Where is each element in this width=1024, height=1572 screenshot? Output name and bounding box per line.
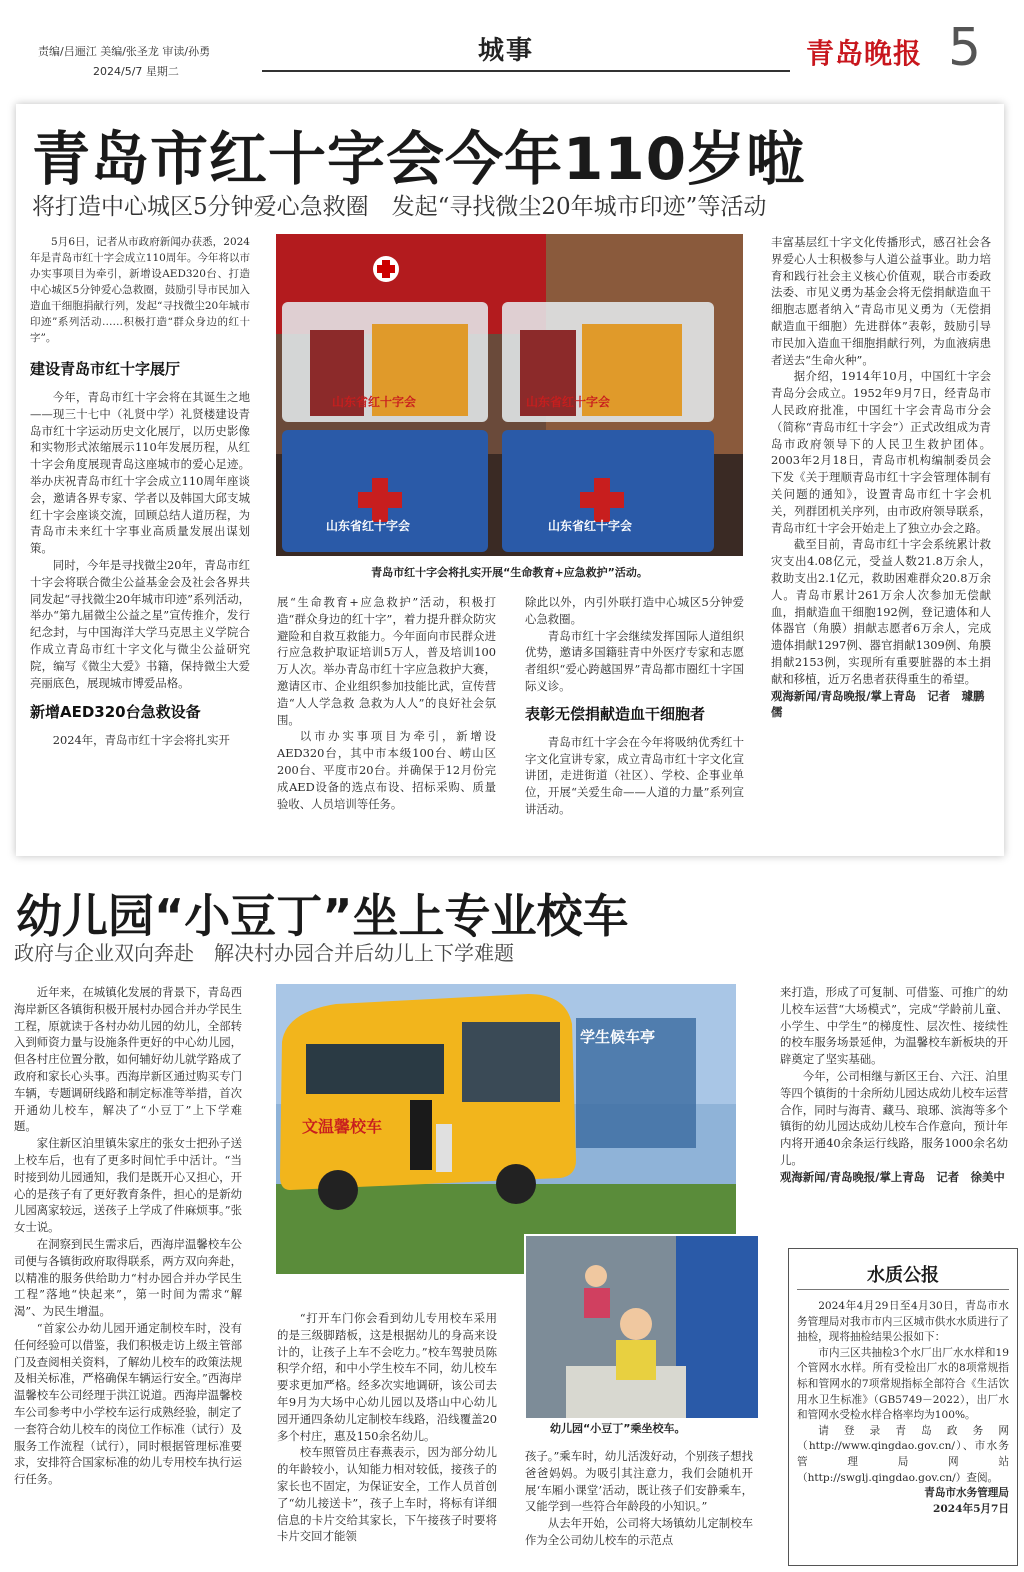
masthead-logo: 青岛晚报 bbox=[806, 37, 923, 70]
notice-body bbox=[797, 1299, 1009, 1517]
bus-windows bbox=[306, 1044, 444, 1094]
article-2-paragraph: 近年来，在城镇化发展的背景下，青岛西海岸新区各镇街积极开展村办园合并办学民生工程，原就读于各村办幼儿园的幼儿，全部转入到师资力量与设施条件更好的中心幼儿园，但各村庄位置分散，如何辅好幼儿就学路成了政府和家长心头事。西海岸新区通过购买专门车辆，专题调研线路和制定标准等举措，首次开通幼儿校车，解决了“小豆丁”上下学难题。 bbox=[14, 985, 242, 1134]
article-2-paragraph: 家住新区泊里镇朱家庄的张女士把孙子送上校车后，也有了更多时间忙手中活计。“当时接到幼儿园通知，我们是既开心又担心，开心的是孩子有了更好教育条件，担心的是新幼儿园离家较远，送孩子上学成了件麻烦事。”张女士说。 bbox=[14, 1136, 242, 1235]
article-2-paragraph: 来打造，形成了可复制、可借鉴、可推广的幼儿校车运营“大场模式”，完成“学龄前儿童、小学生、中学生”的梯度性、层次性、接续性的校车服务场景延伸，为温馨校车新板块的开辟奠定了坚实基础。 bbox=[780, 985, 1008, 1067]
child-figure bbox=[616, 1340, 656, 1380]
article-1-paragraph: 展“生命教育+应急救护”活动，积极打造“群众身边的红十字”，着力提升群众防灾避险和自救互救能力。今年面向市民群众进行应急救护取证培训5万人，普及培训100万人次。举办青岛市红十字应急救护大赛，邀请区市、企业组织参加技能比武，宣传营造“人人学急救 急救为人人”的良好社会氛围。 bbox=[277, 595, 496, 727]
article-1-section-3-title: 表彰无偿捐献造血干细胞者 bbox=[525, 704, 706, 723]
school-bus-photo bbox=[276, 984, 736, 1274]
child-figure bbox=[584, 1288, 610, 1318]
article-2-headline: 幼儿园“小豆丁”坐上专业校车 bbox=[16, 889, 629, 943]
bus-windshield bbox=[462, 1022, 560, 1102]
issue-date: 2024/5/7 星期二 bbox=[93, 65, 179, 78]
kit-box-bottom-right bbox=[502, 430, 714, 552]
credits-editors: 责编/吕逦江 美编/张圣龙 审读/孙勇 bbox=[38, 45, 211, 58]
article-2-column-2 bbox=[277, 1310, 497, 1545]
page-number: 5 bbox=[948, 18, 982, 78]
notice-rule bbox=[797, 1289, 1009, 1290]
adult-figure bbox=[410, 1100, 432, 1170]
article-1-subheadline: 将打造中心城区5分钟爱心急救圈 发起“寻找微尘20年城市印迹”等活动 bbox=[32, 194, 767, 220]
bus-wheel bbox=[496, 1164, 536, 1204]
article-2-byline: 观海新闻/青岛晚报/掌上青岛 记者 徐美中 bbox=[780, 1169, 1005, 1184]
child-face bbox=[620, 1308, 652, 1340]
header-rule bbox=[262, 70, 790, 72]
article-2-paragraph: 在洞察到民生需求后，西海岸温馨校车公司便与各镇街政府取得联系，两方双向奔赴，以精准的服务供给助力“村办园合并办学民生工程”落地“快起来”，第一时间为需求“解渴”、为民生增温。 bbox=[14, 1236, 242, 1319]
article-1-paragraph: 今年，青岛市红十字会将在其诞生之地——现三十七中（礼贤中学）礼贤楼建设青岛市红十字运动历史文化展厅，以历史影像和实物形式浓缩展示110年发展历程，从红十字会角度展现青岛这座城市的爱心足迹。举办庆祝青岛市红十字会成立110周年座谈会，邀请各界专家、学者以及韩国大邱支城红十字会座谈交流，回顾总结人道历程，为青岛市未来红十字事业高质量发展出谋划策。 bbox=[30, 390, 250, 556]
article-1-paragraph: 以市办实事项目为牵引，新增设AED320台，其中市本级100台、崂山区200台、平度市20台。并确保于12月份完成AED设备的选点布设、招标采购、质量验收、人员培训等任务。 bbox=[277, 729, 496, 811]
article-2-paragraph: 校车照管员庄春燕表示，因为部分幼儿的年龄较小，认知能力相对较低，接孩子的家长也不固定，为保证安全，工作人员首创了“幼儿接送卡”，孩子上车时，将标有详细信息的卡片交给其家长，下午接孩子时要将卡片交回才能领 bbox=[277, 1445, 497, 1544]
article-1-column-2 bbox=[277, 594, 496, 812]
article-1-paragraph: 青岛市红十字会继续发挥国际人道组织优势，邀请多国籍驻青中外医疗专家和志愿者组织“爱心跨越国界”青岛都市圈红十字国际义诊。 bbox=[525, 628, 744, 693]
article-2-column-1 bbox=[14, 984, 242, 1488]
article-1-column-1 bbox=[30, 234, 250, 749]
article-1-section-2-title: 新增AED320台急救设备 bbox=[30, 703, 201, 722]
photo-illustration bbox=[526, 1236, 758, 1418]
article-1-column-3 bbox=[525, 594, 744, 818]
notice-paragraph: 市内三区共抽检3个水厂出厂水水样和19个管网水水样。所有受检出厂水的8项常规指标和管网水的7项常规指标全部符合《生活饮用水卫生标准》（GB5749－2022），出厂水和管网水受检水样合格率均为100%。 bbox=[797, 1346, 1009, 1422]
article-1-paragraph: 截至目前，青岛市红十字会系统累计救灾支出4.08亿元，受益人数21.8万余人，救助支出2.1亿元，救助困难群众20.8万余人。青岛市累计261万余人次参加无偿献血，捐献造血干细胞192例，登记遗体和人体器官（角膜）捐献志愿者6万余人，完成遗体捐献1297例、器官捐献1309例、角膜捐献2153例，实现所有重要脏器的本土捐献和移植，近万名患者获得重生的希望。 bbox=[771, 537, 991, 686]
kit-label: 山东省红十字会 bbox=[548, 519, 633, 533]
photo-1-caption: 青岛市红十字会将扎实开展“生命教育+应急救护”活动。 bbox=[371, 566, 648, 579]
water-quality-notice bbox=[788, 1248, 1018, 1566]
photo-illustration bbox=[276, 234, 743, 556]
article-2-subheadline: 政府与企业双向奔赴 解决村办园合并后幼儿上下学难题 bbox=[14, 941, 514, 965]
shelter-sign: 学生候车亭 bbox=[580, 1028, 656, 1046]
child-figure bbox=[436, 1124, 452, 1172]
bus-door-panel bbox=[676, 1236, 758, 1418]
page-credits bbox=[38, 42, 210, 82]
article-1-paragraph: 据介绍，1914年10月，中国红十字会青岛分会成立。1952年9月7日，经青岛市人民政府批准，中国红十字会青岛市分会（简称“青岛市红十字会”）正式改组成为青岛市政府领导下的人民卫生救护团体。2003年2月18日，青岛市机构编制委员会下发《关于理顺青岛市红十字会管理体制有关问题的通知》，设置青岛市红十字会机关，列群团机关序列，由市政府领导联系，青岛市红十字会开始走上了独立办会之路。 bbox=[771, 369, 991, 535]
kit-label: 山东省红十字会 bbox=[326, 519, 411, 533]
notice-date: 2024年5月7日 bbox=[932, 1502, 1009, 1515]
red-cross-kit-photo bbox=[276, 234, 743, 556]
bus-label: 文温馨校车 bbox=[302, 1117, 383, 1136]
photo-illustration bbox=[276, 984, 736, 1274]
article-2-column-3 bbox=[525, 1448, 753, 1549]
kit-label: 山东省红十字会 bbox=[332, 395, 417, 409]
notice-signature: 青岛市水务管理局 bbox=[924, 1487, 1009, 1500]
article-1-column-4 bbox=[771, 234, 991, 721]
article-1-byline: 观海新闻/青岛晚报/掌上青岛 记者 璩鹏儒 bbox=[771, 688, 985, 720]
article-1-lead: 5月6日，记者从市政府新闻办获悉，2024年是青岛市红十字会成立110周年。今年将以市办实事项目为牵引，新增设AED320台、打造中心城区5分钟爱心急救圈，鼓励引导市民加入造血干细胞捐献行列，发起“寻找微尘20年城市印迹”系列活动……积极打造“群众身边的红十字”。 bbox=[30, 236, 250, 344]
article-2-paragraph: 从去年开始，公司将大场镇幼儿定制校车作为全公司幼儿校车的示范点 bbox=[525, 1516, 753, 1547]
article-1-paragraph: 同时，今年是寻找微尘20年，青岛市红十字会将联合微尘公益基金会及社会各界共同发起“寻找微尘20年城市印迹”系列活动，举办“第九届微尘公益之星”宣传推介，发行纪念封，与中国海洋大学马克思主义学院合作成立青岛市红十字文化与微尘公益研究院，编写《微尘大爱》书籍，保持微尘大爱亮丽底色，展现城市博爱品格。 bbox=[30, 557, 250, 690]
kit-box-bottom-left bbox=[282, 430, 488, 552]
article-1-headline: 青岛市红十字会今年110岁啦 bbox=[32, 125, 806, 193]
article-1-section-1-title: 建设青岛市红十字展厅 bbox=[30, 360, 181, 378]
notice-title: 水质公报 bbox=[867, 1265, 939, 1286]
article-2-paragraph: 今年，公司相继与新区王台、六汪、泊里等四个镇街的十余所幼儿园达成幼儿校车运营合作，同时与海青、藏马、琅琊、滨海等多个镇街的幼儿园达成幼儿校车合作意向，预计年内将开通40余条运行线路，服务1000余名幼儿。 bbox=[780, 1068, 1008, 1167]
article-1-paragraph: 除此以外，内引外联打造中心城区5分钟爱心急救圈。 bbox=[525, 595, 744, 626]
notice-paragraph: 请登录青岛政务网（http://www.qingdao.gov.cn/）、市水务管理局网站（http://swglj.qingdao.gov.cn/）查阅。 bbox=[797, 1424, 1009, 1484]
article-1-paragraph: 丰富基层红十字文化传播形式，感召社会各界爱心人士积极参与人道公益事业。助力培育和践行社会主义核心价值观，联合市委政法委、市见义勇为基金会将无偿捐献造血干细胞志愿者纳入“青岛市见义勇为（无偿捐献造血干细胞）先进群体”表彰，鼓励引导市民加入造血干细胞捐献行列，为血液病患者送去“生命火种”。 bbox=[771, 235, 991, 367]
article-2-column-4 bbox=[780, 984, 1008, 1186]
article-2-paragraph: “打开车门你会看到幼儿专用校车采用的是三级脚踏板，这是根据幼儿的身高来设计的，让孩子上车不会吃力。”校车驾驶员陈积学介绍，和中小学生校车不同，幼儿校车要求更加严格。经多次实地调研，该公司去年9月为大场中心幼儿园以及塔山中心幼儿园开通四条幼儿定制校车线路，沿线覆盖20多个村庄，惠及150余名幼儿。 bbox=[277, 1311, 497, 1443]
section-title: 城事 bbox=[478, 36, 535, 66]
article-1-paragraph: 青岛市红十字会在今年将吸纳优秀红十字文化宣讲专家，成立青岛市红十字文化宣讲团，走进街道（社区）、学校、企事业单位，开展“关爱生命——人道的力量”系列宣讲活动。 bbox=[525, 734, 744, 816]
notice-paragraph: 2024年4月29日至4月30日，青岛市水务管理局对我市市内三区城市供水水质进行了抽检，现将抽检结果公报如下： bbox=[797, 1300, 1009, 1344]
bus-wheel bbox=[318, 1170, 358, 1210]
photo-2-caption: 幼儿园“小豆丁”乘坐校车。 bbox=[550, 1422, 686, 1435]
article-1-paragraph: 2024年，青岛市红十字会将扎实开 bbox=[52, 733, 230, 748]
children-boarding-photo bbox=[524, 1234, 760, 1420]
article-2-paragraph: “首家公办幼儿园开通定制校车时，没有任何经验可以借鉴，我们积极走访上级主管部门及查阅相关资料，了解幼儿校车的政策法规及相关标准，严格确保车辆运行安全。”西海岸温馨校车公司经理于洪江说道。西海岸温馨校车公司参考中小学校车运行成熟经验，制定了一套符合幼儿校车的岗位工作标准（试行）及服务工作流程（试行），同时根据管理标准要求，安排符合国家标准的幼儿专用校车执行运行任务。 bbox=[14, 1320, 242, 1487]
article-2-paragraph: 孩子。”乘车时，幼儿活泼好动，个别孩子想找爸爸妈妈。为吸引其注意力，我们会随机开展‘车厢小课堂’活动，既让孩子们安静乘车，又能学到一些符合年龄段的小知识。” bbox=[525, 1449, 753, 1514]
kit-label: 山东省红十字会 bbox=[526, 395, 611, 409]
